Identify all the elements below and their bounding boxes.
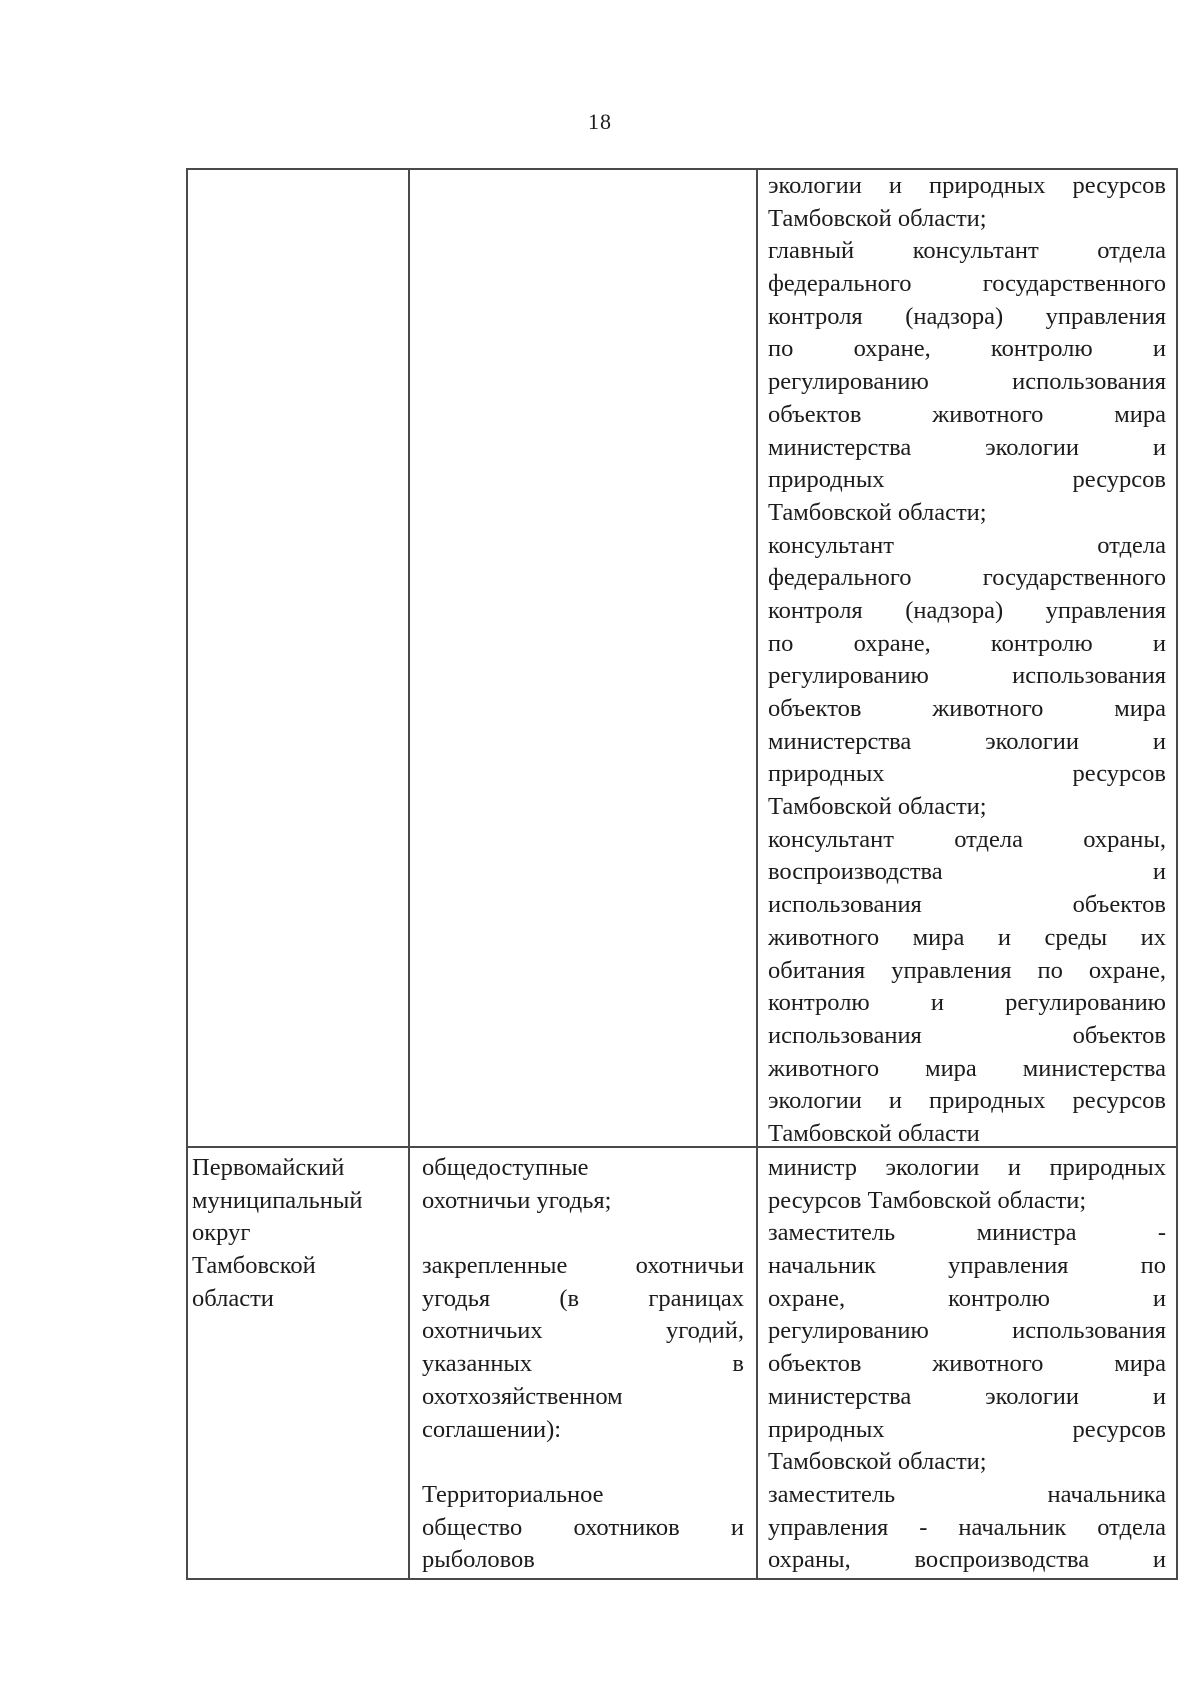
cell-text-line: министерства экологии и [768, 433, 1166, 461]
cell-text-line: объектов животного мира [768, 695, 1166, 722]
column-border-right [1176, 168, 1178, 1580]
cell-text-line: заместитель начальника [768, 1480, 1166, 1508]
cell-text-line: соглашении): [422, 1415, 562, 1443]
cell-text-line: контроля (надзора) управления [768, 302, 1166, 330]
cell-text-line: объектов животного мира [768, 400, 1166, 428]
cell-text-line: охотничьих угодий, [422, 1317, 744, 1345]
table-cell-row2-col3 [768, 1152, 1166, 1577]
cell-text-line: Территориальное [422, 1480, 604, 1508]
column-border-left [186, 168, 188, 1580]
cell-text-line: Тамбовской области; [768, 793, 987, 821]
cell-text-line: общество охотников и [422, 1513, 744, 1541]
cell-text-line: министерства экологии и [768, 1382, 1166, 1410]
cell-text-line: муниципальный [192, 1186, 363, 1214]
cell-text-line: рыболовов [422, 1546, 535, 1574]
cell-text-line: федерального государственного [768, 564, 1166, 592]
column-border-1 [408, 168, 410, 1580]
cell-text-line: главный консультант отдела [768, 237, 1166, 265]
cell-text-line: Тамбовской области; [768, 498, 987, 526]
cell-text-line: Тамбовской области; [768, 204, 987, 232]
cell-text-line: округ [192, 1219, 251, 1247]
cell-text-line: животного мира и среды их [768, 923, 1166, 951]
cell-text-line: животного мира министерства [768, 1054, 1166, 1082]
cell-text-line: по охране, контролю и [768, 335, 1166, 363]
cell-text-line: области [192, 1284, 274, 1312]
cell-text-line: охраны, воспроизводства и [768, 1546, 1166, 1574]
cell-text-line: управления - начальник отдела [768, 1513, 1166, 1541]
cell-text-line: закрепленные охотничьи [422, 1252, 744, 1280]
cell-text-line: использования объектов [768, 891, 1166, 919]
cell-text-line [422, 1217, 744, 1250]
cell-text-line: общедоступные [422, 1154, 589, 1181]
cell-text-line: регулированию использования [768, 368, 1166, 396]
table-cell-row2-col1 [192, 1152, 392, 1315]
cell-text-line: экологии и природных ресурсов [768, 172, 1166, 199]
cell-text-line: воспроизводства и [768, 858, 1166, 886]
table-cell-row1-col3 [768, 170, 1166, 1151]
cell-text-line: Первомайский [192, 1154, 345, 1181]
cell-text-line: Тамбовской области; [768, 1448, 987, 1476]
cell-text-line: указанных в [422, 1350, 744, 1378]
cell-text-line: природных ресурсов [768, 760, 1166, 788]
cell-text-line: консультант отдела охраны, [768, 825, 1166, 853]
cell-text-line: консультант отдела [768, 531, 1166, 559]
cell-text-line: контролю и регулированию [768, 989, 1166, 1017]
cell-text-line: охотничьи угодья; [422, 1186, 612, 1214]
cell-text-line: министерства экологии и [768, 727, 1166, 755]
cell-text-line: охотхозяйственном [422, 1382, 623, 1410]
cell-text-line: Тамбовской [192, 1252, 316, 1280]
cell-text-line: по охране, контролю и [768, 629, 1166, 657]
cell-text-line: начальник управления по [768, 1252, 1166, 1280]
cell-text-line: заместитель министра - [768, 1219, 1166, 1247]
cell-text-line: регулированию использования [768, 1317, 1166, 1345]
cell-text-line: регулированию использования [768, 662, 1166, 690]
cell-text-line: федерального государственного [768, 270, 1166, 298]
cell-text-line: контроля (надзора) управления [768, 596, 1166, 624]
cell-text-line [422, 1446, 744, 1479]
cell-text-line: природных ресурсов [768, 1415, 1166, 1443]
cell-text-line: ресурсов Тамбовской области; [768, 1186, 1087, 1214]
page-number: 18 [588, 109, 612, 134]
cell-text-line: охране, контролю и [768, 1284, 1166, 1312]
cell-text-line: объектов животного мира [768, 1350, 1166, 1378]
table-cell-row2-col2 [422, 1152, 744, 1577]
cell-text-line: обитания управления по охране, [768, 956, 1166, 984]
cell-text-line: угодья (в границах [422, 1284, 744, 1312]
cell-text-line: экологии и природных ресурсов [768, 1087, 1166, 1115]
column-border-2 [756, 168, 758, 1580]
cell-text-line: министр экологии и природных [768, 1154, 1166, 1181]
cell-text-line: природных ресурсов [768, 466, 1166, 494]
cell-text-line: использования объектов [768, 1021, 1166, 1049]
cell-text-line: Тамбовской области [768, 1119, 980, 1147]
